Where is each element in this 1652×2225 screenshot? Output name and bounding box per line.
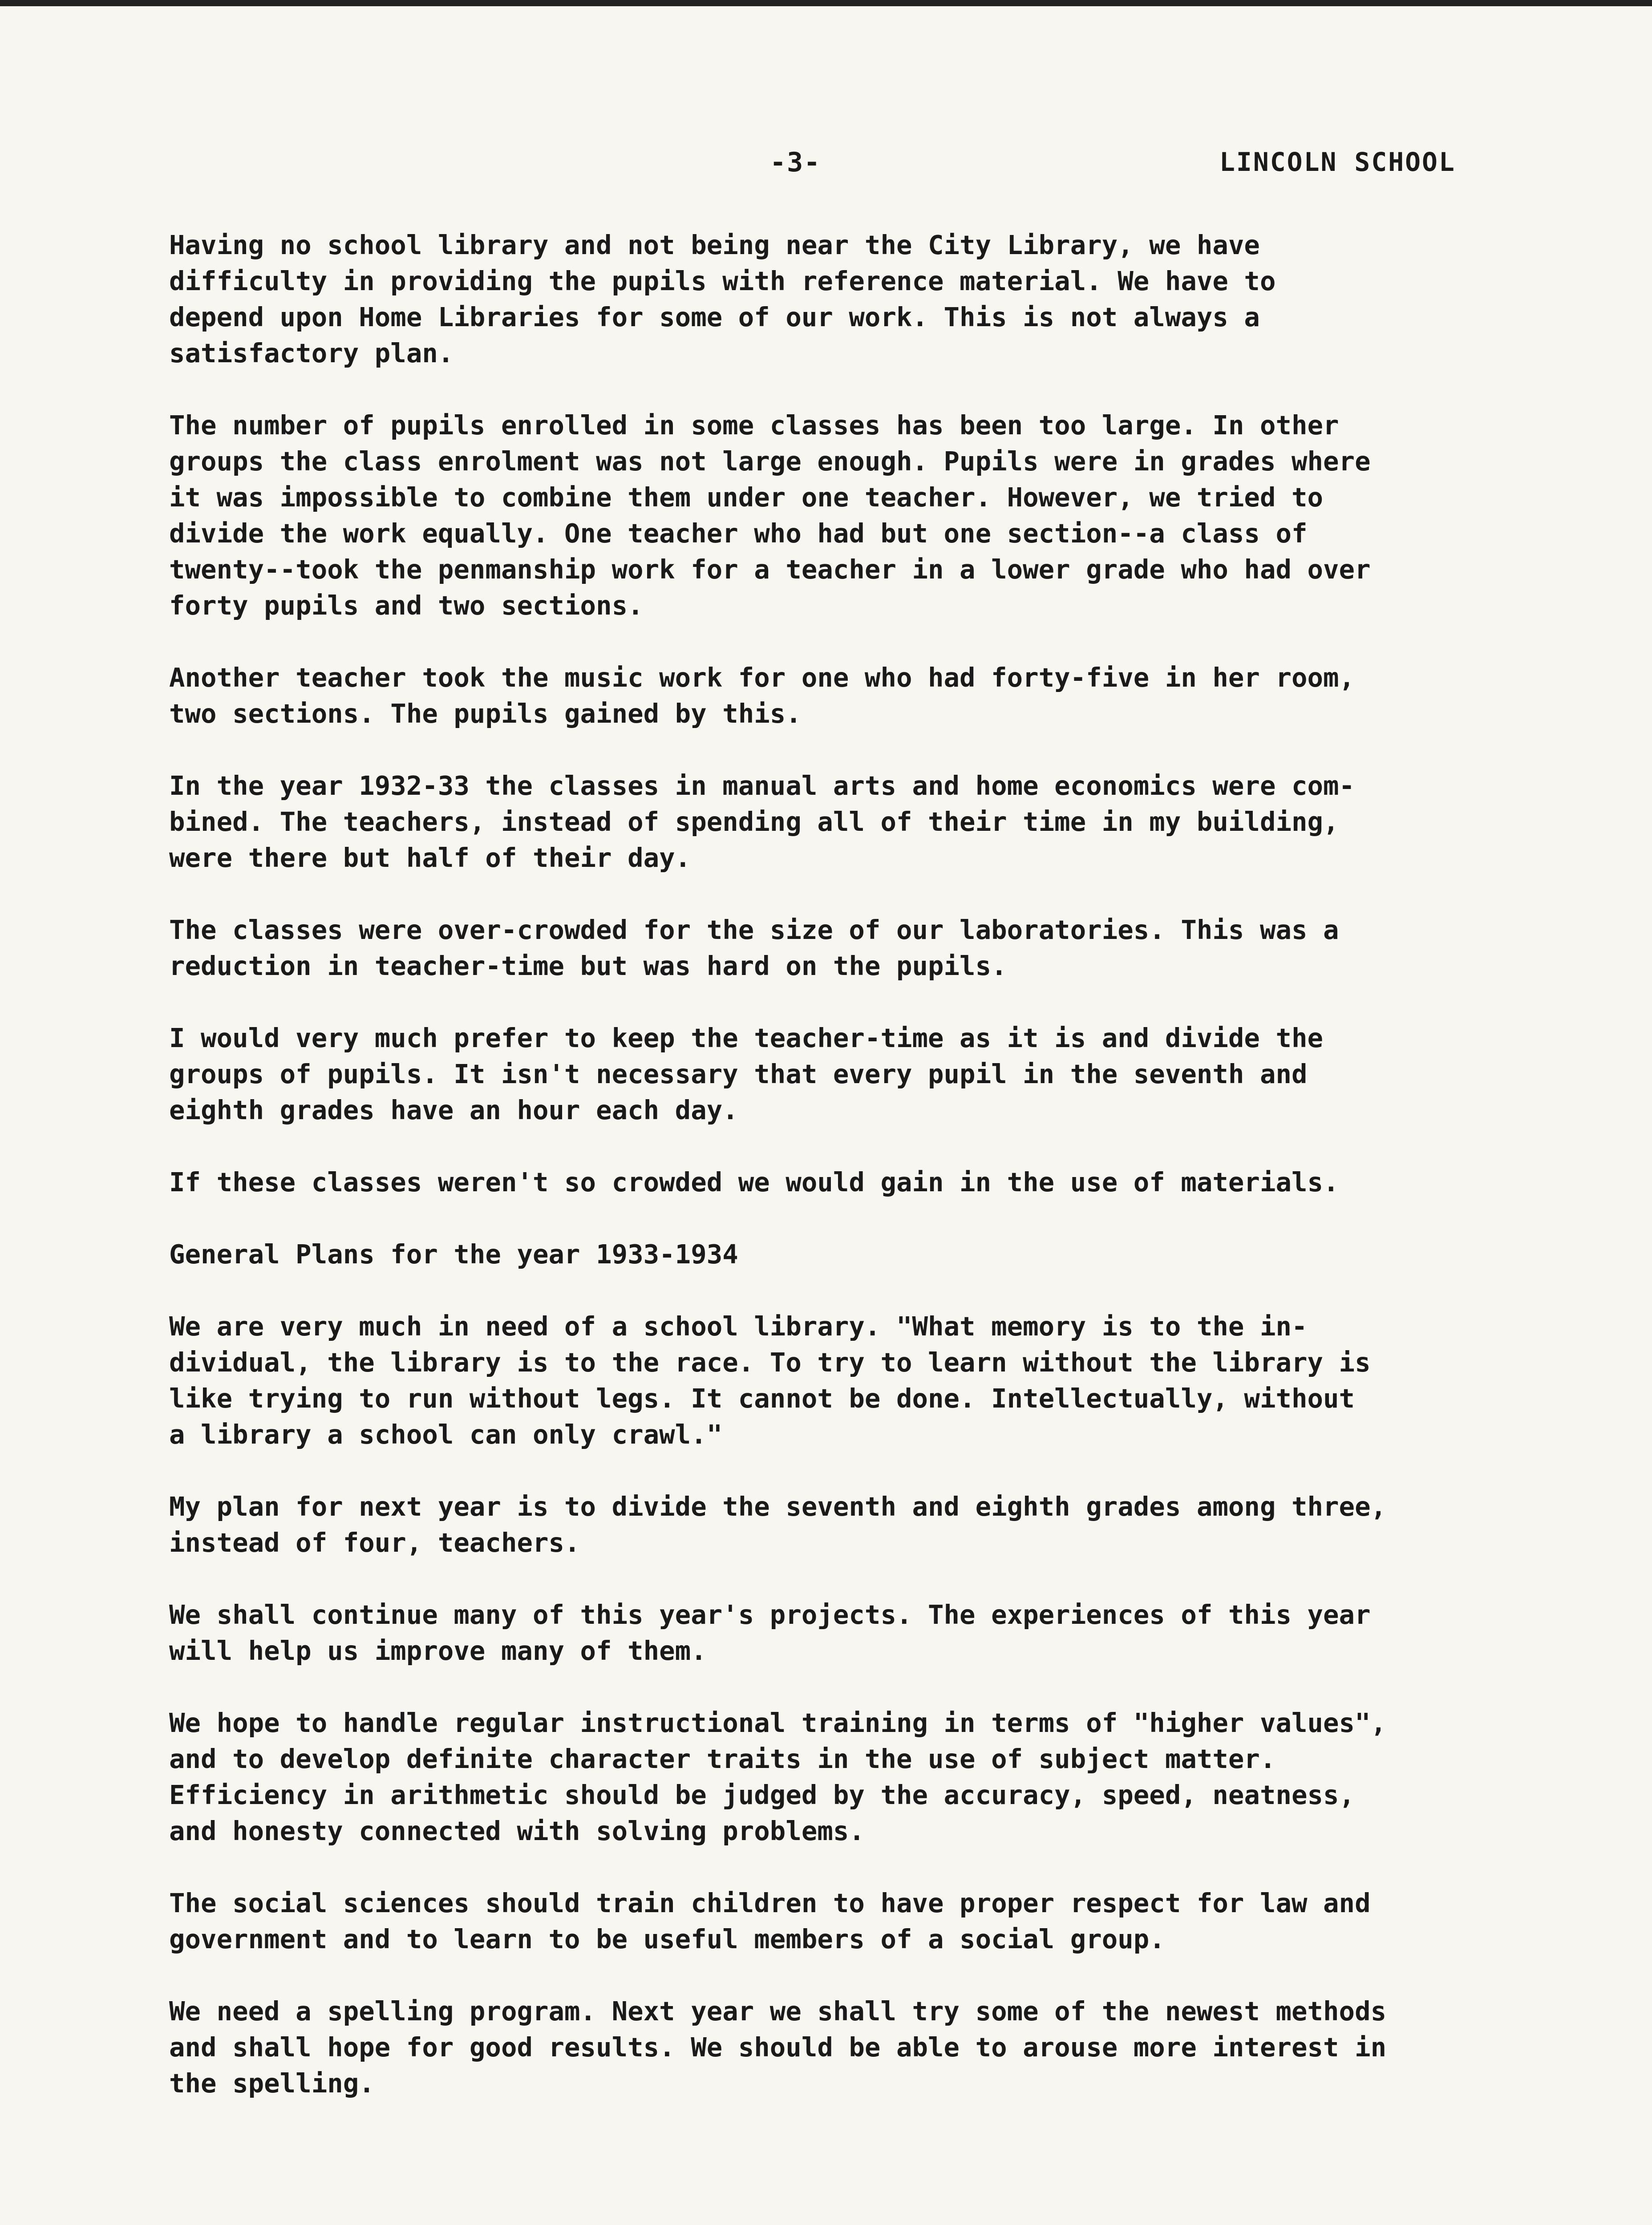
page-top-edge (0, 0, 1652, 6)
school-name: LINCOLN SCHOOL (1219, 147, 1456, 177)
page-header (0, 147, 1652, 182)
paragraph-projects: We shall continue many of this year's projects. The experiences of this year will help us improve many of them. (169, 1599, 1371, 1666)
paragraph-grade-division: My plan for next year is to divide the seventh and eighth grades among three, instead of four, teachers. (169, 1491, 1387, 1558)
paragraph-overcrowded-classes: The classes were over-crowded for the size of our laboratories. This was a reduction in teacher-time but was hard on the pupils. (169, 914, 1339, 981)
page-number: -3- (770, 147, 821, 178)
paragraph-school-library-need: We are very much in need of a school library. "What memory is to the in- dividual, the library is to the race. To try to learn without the library is like trying to run without legs. It cannot be done. Intellectually, without a library a school can only crawl." (169, 1311, 1371, 1450)
paragraph-social-sciences: The social sciences should train children to have proper respect for law and government and to learn to be useful members of a social group. (169, 1888, 1371, 1954)
paragraph-higher-values: We hope to handle regular instructional training in terms of "higher values", and to develop definite character traits in the use of subject matter. Efficiency in arithmetic should be judged by the accuracy, speed, neatness, and honesty connected with solving problems. (169, 1707, 1387, 1846)
section-heading-general-plans: General Plans for the year 1933-1934 (169, 1239, 738, 1270)
paragraph-library-difficulty: Having no school library and not being near the City Library, we have difficulty in providing the pupils with reference material. We have to depend upon Home Libraries for some of our work. This is not always a satisfactory plan. (169, 230, 1276, 368)
paragraph-enrolment: The number of pupils enrolled in some classes has been too large. In other groups the class enrolment was not large enough. Pupils were in grades where it was impossible to combine them under one teacher. However, we tried to divide the work equally. One teacher who had but one section--a class of twenty--took the penmanship work for a teacher in a lower grade who had over forty pupils and two sections. (169, 410, 1371, 621)
paragraph-manual-arts: In the year 1932-33 the classes in manual arts and home economics were com- bined. The teachers, instead of spending all of their time in my building, were there but half of their day. (169, 770, 1355, 873)
paragraph-materials: If these classes weren't so crowded we would gain in the use of materials. (169, 1167, 1339, 1197)
document-body (169, 227, 1558, 2101)
paragraph-music-work: Another teacher took the music work for one who had forty-five in her room, two sections. The pupils gained by this. (169, 662, 1355, 729)
paragraph-spelling-program: We need a spelling program. Next year we shall try some of the newest methods and shall hope for good results. We should be able to arouse more interest in the spelling. (169, 1996, 1387, 2099)
paragraph-teacher-time: I would very much prefer to keep the teacher-time as it is and divide the groups of pupils. It isn't necessary that every pupil in the seventh and eighth grades have an hour each day. (169, 1023, 1324, 1125)
